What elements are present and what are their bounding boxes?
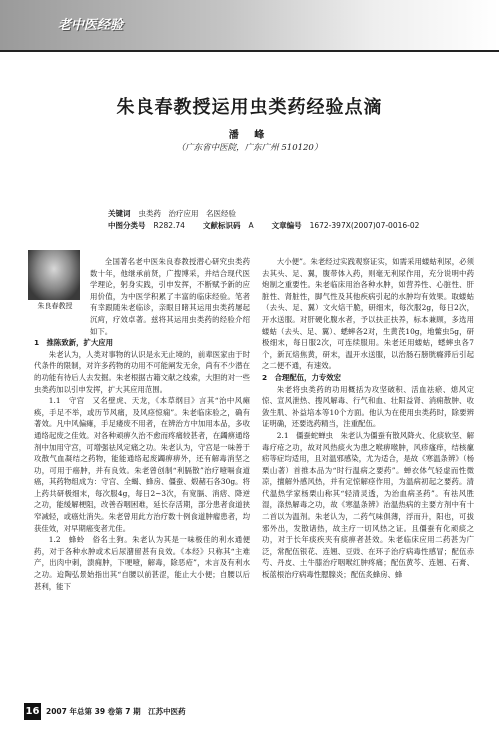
continued-paragraph: 大小便”。朱老经过实践观察证实，如需采用蝼蛄利尿，必须去其头、足、翼，腹带体入药，则毫无利尿作用，充分说明中药炮制之重要性。朱老临床用治各种水肿，如营养性、心脏性、肝脏性、肾脏性，脚气性及其他疾病引起的水肿均有效果。取蝼蛄（去头、足、翼）文火焙干脆，研细末，每次服2g，每日2次，开水送服。对肝硬化腹水者，予以扶正扶养，标本兼顾，多选用蝼蛄（去头、足、翼）、蟋蟀各2对，生黄芪10g，地鳖虫5g，研极细末，每日服2次，可连续服用。朱老还用蝼蛄，蟋蟀虫各7个，新瓦焙焦黄，研末，温开水送服，以治肠石膀胱癃滞后引起之二便不通，有速效。 — [262, 257, 474, 371]
clc-label: 中图分类号 — [108, 221, 146, 230]
journal-footer-text: 2007 年总第 39 卷第 7 期 江苏中医药 — [46, 707, 186, 716]
section-2-heading: 2 合理配伍，力专效宏 — [262, 372, 342, 382]
page-footer — [0, 703, 499, 731]
section-2-paragraph: 朱老将虫类药的功用概括为攻坚破积、活血祛瘀、熄风定惊、宣风泄热、搜风解毒、行气和血、壮阳益肾、消痈散肿、收敛生肌、补益培本等10个方面。他认为在使用虫类药时，除要辨证明确，还要选药精当，注重配伍。 — [262, 384, 474, 429]
author-affiliation: （广东省中医院，广东广州 510120） — [176, 143, 323, 153]
section-1-2-paragraph: 1.2 蜂蛉 俗名土狗。朱老认为其是一味极佳的利水通便药，对于各种水肿或术后尿潴留甚有良效。《本经》只称其“主难产，出肉中刺，溃痈肿，下哽噎，解毒，除恶疮”，未言及有利水之功。迨陶弘景始指出其“自腰以前甚涩，能止大小便；自腰以后甚利，能下 — [34, 535, 250, 591]
section-1-paragraph: 朱老认为，人类对事物的认识是永无止境的，前辈医家由于时代条件的限制，对许多药物的功用不可能阐发无余，尚有不少潜在的功能有待后人去发掘。朱老根据古籍文献之线索，大胆的对一些虫类药加以引申发挥，扩大其应用范围。 — [34, 349, 250, 394]
keywords-label: 关键词 — [108, 209, 131, 218]
header-divider — [0, 50, 499, 52]
section-1-1-paragraph: 1.1 守宫 又名壁虎、天龙，《本草纲目》言其“治中风瘫痪，手足不举，或历节风痛，及风痉惊痫”。朱老临床验之，确有著效。凡中风偏瘫，手足痿废不用者，在辨治方中加用本品，多收通络起废之佳效。对各种顽痹久治不愈而疼痛较甚者，在蠲痹通络剂中加用守宫，可增强祛风定痛之功。朱老认为，守宫是一味善于攻散气血凝结之药物，能能通络起废蠲痹痹外，还有解毒消坚之功，可用于癌肿，并有良效。朱老曾创制“利膈散”治疗噎嗝食道癌，其药物组成为：守宫、全蝎、蜂房、僵蚕、煅赭石各30g。将上药共研极细末，每次服4g，每日2~3次，有宽膈、消痞、降逆之功，能缓解梗阻，改善吞咽困难，延长存活期，部分患者食道狭窄减轻，或癌灶消失。朱老曾用此方治疗数十例食道肿瘤患者，均获佳效，对早期癌变者尤佳。 — [34, 396, 250, 533]
section-2-1-paragraph: 2.1 僵蚕蛇蝉虫 朱老认为僵蚕有散风降火、化痰软坚、解毒疗疮之功，故对风热痰火为患之喉痹喉肿，风疹瘙痒，结核瘰疬等症均适用，且对温邪感染，尤为适合，是故《寒温条辨》（杨栗山著）首推本品为“时行温病之要药”。蝉衣体气轻虚而性微凉，擅解外感风热，并有定惊解痉作用，为温病初起之要药。清代温热学家杨栗山称其“轻清灵透，为治血病圣药”。有祛风胜湿，涤热解毒之功，故《寒温条辨》治温热病的主要方剂中有十二首以为温剂。朱老认为，二药气味俱薄，浮而升，阳也，可拔邪外出，发散诸热，故主疗一切风热之证。且僵蚕有化顽痰之功，对于长年痰疾夹有痰痹者甚效。朱老临床应用二药甚为广泛，常配伍银花、连翘、豆豉、在环子治疗病毒性感冒；配伍赤芍、丹皮、土牛膝治疗咽喉红肿疼痛；配伍黄芩、连翘、石膏、板蓝根治疗病毒性腮腺炎；配伍炙蜂房、蜂 — [262, 430, 474, 580]
article-no-value: 1672-397X(2007)07-0016-02 — [309, 221, 420, 230]
intro-paragraph: 全国著名老中医朱良春教授潜心研究虫类药数十年，他继承前贤，广搜博采，并结合现代医学理论，躬身实践，引申发挥，不断赋予新的应用价值，为中医学积累了丰富的临床经验。笔者有幸跟随朱老临诊，亲眼目睹其运用虫类药屡起沉疴，疗效卓著。兹将其运用虫类药的经验介绍如下。 — [90, 257, 250, 336]
photo-caption: 朱良春教授 — [37, 302, 73, 310]
article-no-label: 文章编号 — [271, 221, 302, 230]
author-name: 潘 峰 — [228, 130, 271, 141]
article-title: 朱良春教授运用虫类药经验点滴 — [116, 97, 383, 118]
section-1-heading: 1 推陈致新，扩大应用 — [34, 338, 114, 348]
keywords-value: 虫类药 治疗应用 名医经验 — [138, 209, 236, 218]
left-text-column — [34, 256, 250, 592]
keywords-row — [108, 208, 488, 220]
right-text-column — [262, 256, 474, 581]
clc-value: R282.74 — [153, 221, 185, 230]
page-number: 16 — [24, 703, 41, 720]
doc-code-label: 文献标识码 — [202, 221, 241, 230]
section-title: 老中医经验 — [58, 18, 124, 33]
classification-row — [108, 220, 488, 232]
doc-code-value: A — [248, 221, 254, 230]
article-metadata — [108, 208, 488, 232]
